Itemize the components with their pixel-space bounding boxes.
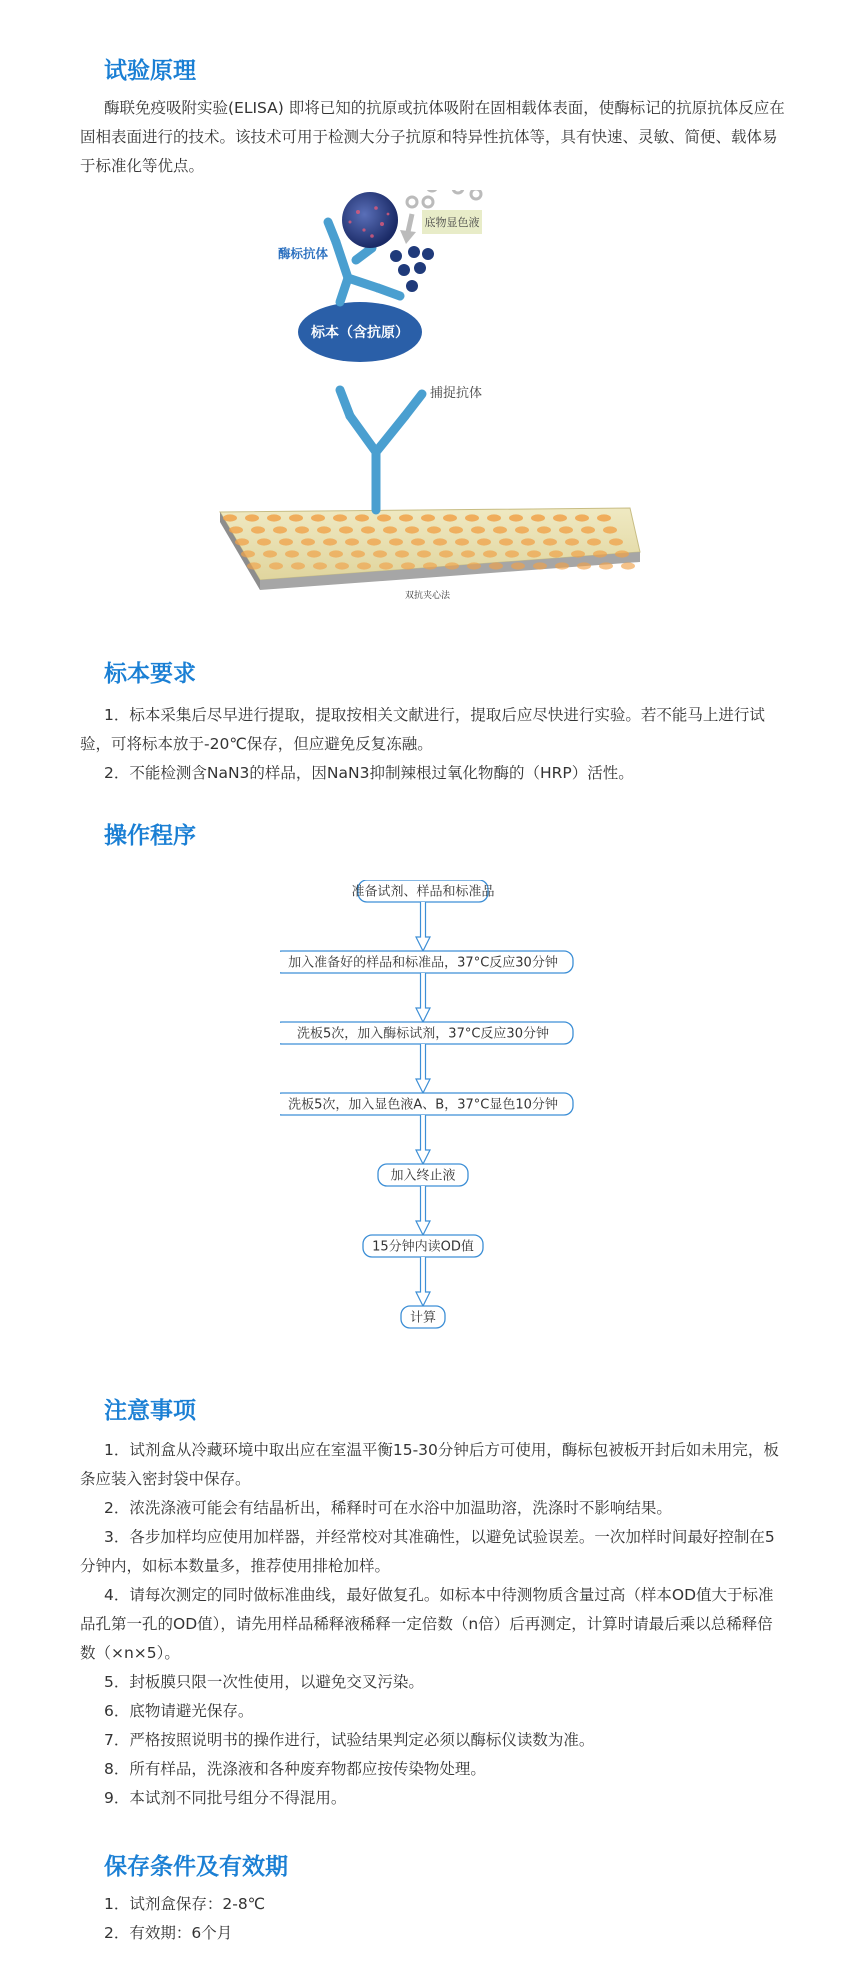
plate-well (531, 514, 545, 521)
sample-requirements (80, 701, 786, 788)
plate-well (489, 562, 503, 569)
plate-well (401, 562, 415, 569)
plate-well (449, 526, 463, 533)
elisa-diagram (200, 190, 680, 610)
plate-well (499, 538, 513, 545)
plate-well (581, 526, 595, 533)
procedure-flowchart (280, 880, 620, 1350)
plate-well (511, 562, 525, 569)
plate-well (263, 550, 277, 557)
plate-well (609, 538, 623, 545)
plate-well (423, 562, 437, 569)
plate-well (339, 526, 353, 533)
plate-well (383, 526, 397, 533)
plate-well (587, 538, 601, 545)
flow-step-label: 15分钟内读OD值 (372, 1239, 474, 1255)
flow-step-label: 加入终止液 (390, 1168, 456, 1184)
plate-well (615, 550, 629, 557)
plate-well (467, 562, 481, 569)
capture-antibody (340, 390, 422, 510)
section-title-principle: 试验原理 (104, 58, 196, 84)
plate-well (399, 514, 413, 521)
plate-well (433, 538, 447, 545)
sample-label: 标本（含抗原） (311, 325, 409, 341)
reaction-arrow (400, 214, 416, 244)
plate-well (575, 514, 589, 521)
list-item: 6．底物请避光保存。 (104, 1702, 254, 1720)
list-item: 9．本试剂不同批号组分不得混用。 (104, 1789, 347, 1807)
plate-well (471, 526, 485, 533)
precautions-list (80, 1436, 786, 1813)
capture-antibody-label: 捕捉抗体 (430, 386, 483, 401)
plate-well (245, 514, 259, 521)
plate-well (333, 514, 347, 521)
plate-well (455, 538, 469, 545)
plate-well (555, 562, 569, 569)
plate-well (593, 550, 607, 557)
flow-step-label: 计算 (409, 1310, 437, 1326)
enzyme-sphere (342, 192, 398, 248)
enzyme-antibody-label: 酶标抗体 (278, 246, 329, 261)
principle-text (80, 94, 786, 181)
section-title-precautions: 注意事项 (104, 1398, 196, 1424)
plate-well (267, 514, 281, 521)
plate-well (373, 550, 387, 557)
plate-well (379, 562, 393, 569)
plate-well (621, 562, 635, 569)
plate-well (477, 538, 491, 545)
plate-well (361, 526, 375, 533)
plate-well (301, 538, 315, 545)
plate-well (577, 562, 591, 569)
plate-well (235, 538, 249, 545)
plate-well (295, 526, 309, 533)
substrate-dots (407, 190, 481, 207)
plate-well (559, 526, 573, 533)
section-title-storage: 保存条件及有效期 (104, 1854, 288, 1880)
plate-well (313, 562, 327, 569)
list-item: 8．所有样品，洗涤液和各种废弃物都应按传染物处理。 (104, 1760, 486, 1778)
plate-well (533, 562, 547, 569)
plate-well (445, 562, 459, 569)
plate-well (599, 562, 613, 569)
flow-arrow (416, 902, 430, 951)
plate-well (395, 550, 409, 557)
plate-well (229, 526, 243, 533)
list-item: 3．各步加样均应使用加样器，并经常校对其准确性，以避免试验误差。一次加样时间最好控制在5分钟内，如标本数量多，推荐使用排枪加样。 (80, 1528, 775, 1575)
list-item: 2．浓洗涤液可能会有结晶析出，稀释时可在水浴中加温助溶，洗涤时不影响结果。 (104, 1499, 672, 1517)
plate-well (367, 538, 381, 545)
flow-arrow (416, 1044, 430, 1093)
plate-well (329, 550, 343, 557)
plate-well (493, 526, 507, 533)
plate-well (461, 550, 475, 557)
plate-well (465, 514, 479, 521)
list-item: 1．试剂盒从冷藏环境中取出应在室温平衡15-30分钟后方可使用，酶标包被板开封后如未用完，板条应装入密封袋中保存。 (80, 1441, 779, 1488)
plate-well (527, 550, 541, 557)
list-item: 1．试剂盒保存：2-8℃ (104, 1895, 266, 1913)
plate-well (335, 562, 349, 569)
flow-step-label: 洗板5次，加入显色液A、B，37°C显色10分钟 (288, 1097, 558, 1113)
plate-well (345, 538, 359, 545)
plate-well (377, 514, 391, 521)
plate-well (421, 514, 435, 521)
plate-well (537, 526, 551, 533)
plate-well (427, 526, 441, 533)
plate-well (311, 514, 325, 521)
plate-well (251, 526, 265, 533)
microplate (220, 508, 640, 590)
plate-well (483, 550, 497, 557)
plate-well (291, 562, 305, 569)
flow-step-label: 准备试剂、样品和标准品 (351, 884, 495, 900)
plate-well (247, 562, 261, 569)
flow-arrow (416, 1115, 430, 1164)
plate-well (389, 538, 403, 545)
flow-step-label: 洗板5次，加入酶标试剂，37°C反应30分钟 (297, 1026, 549, 1042)
plate-well (597, 514, 611, 521)
plate-well (411, 538, 425, 545)
list-item: 2．不能检测含NaN3的样品，因NaN3抑制辣根过氧化物酶的（HRP）活性。 (104, 764, 634, 782)
principle-paragraph: 酶联免疫吸附实验(ELISA) 即将已知的抗原或抗体吸附在固相载体表面，使酶标记的抗原抗体反应在固相表面进行的技术。该技术可用于检测大分子抗原和特异性抗体等，具有快速、灵敏、简便、载体易于标准化等优点。 (80, 99, 785, 175)
plate-well (603, 526, 617, 533)
plate-well (323, 538, 337, 545)
plate-well (405, 526, 419, 533)
flow-arrow (416, 1257, 430, 1306)
plate-well (417, 550, 431, 557)
plate-well (351, 550, 365, 557)
plate-well (273, 526, 287, 533)
plate-well (509, 514, 523, 521)
plate-well (565, 538, 579, 545)
section-title-sample-requirements: 标本要求 (104, 661, 196, 687)
plate-well (307, 550, 321, 557)
plate-well (269, 562, 283, 569)
plate-well (549, 550, 563, 557)
storage-list (80, 1890, 786, 1948)
substrate-label: 底物显色液 (424, 216, 480, 229)
plate-well (289, 514, 303, 521)
list-item: 1．标本采集后尽早进行提取，提取按相关文献进行，提取后应尽快进行实验。若不能马上进行试验，可将标本放于-20℃保存，但应避免反复冻融。 (80, 706, 765, 753)
list-item: 4．请每次测定的同时做标准曲线，最好做复孔。如标本中待测物质含量过高（样本OD值大于标准品孔第一孔的OD值），请先用样品稀释液稀释一定倍数（n倍）后再测定，计算时请最后乘以总稀释倍数（×n×5）。 (80, 1586, 774, 1662)
plate-well (285, 550, 299, 557)
flow-arrow (416, 1186, 430, 1235)
plate-well (515, 526, 529, 533)
plate-well (443, 514, 457, 521)
list-item: 5．封板膜只限一次性使用，以避免交叉污染。 (104, 1673, 424, 1691)
plate-well (257, 538, 271, 545)
section-title-procedure: 操作程序 (104, 823, 196, 849)
plate-well (357, 562, 371, 569)
plate-well (279, 538, 293, 545)
method-label: 双抗夹心法 (405, 591, 451, 601)
plate-well (521, 538, 535, 545)
plate-well (355, 514, 369, 521)
plate-well (487, 514, 501, 521)
plate-well (439, 550, 453, 557)
plate-well (553, 514, 567, 521)
plate-well (223, 514, 237, 521)
plate-well (571, 550, 585, 557)
list-item: 2．有效期：6个月 (104, 1924, 233, 1942)
product-dots (390, 246, 434, 292)
plate-well (505, 550, 519, 557)
flow-step-label: 加入准备好的样品和标准品，37°C反应30分钟 (288, 955, 558, 971)
plate-well (543, 538, 557, 545)
plate-well (241, 550, 255, 557)
list-item: 7．严格按照说明书的操作进行，试验结果判定必须以酶标仪读数为准。 (104, 1731, 595, 1749)
plate-well (317, 526, 331, 533)
flow-arrow (416, 973, 430, 1022)
